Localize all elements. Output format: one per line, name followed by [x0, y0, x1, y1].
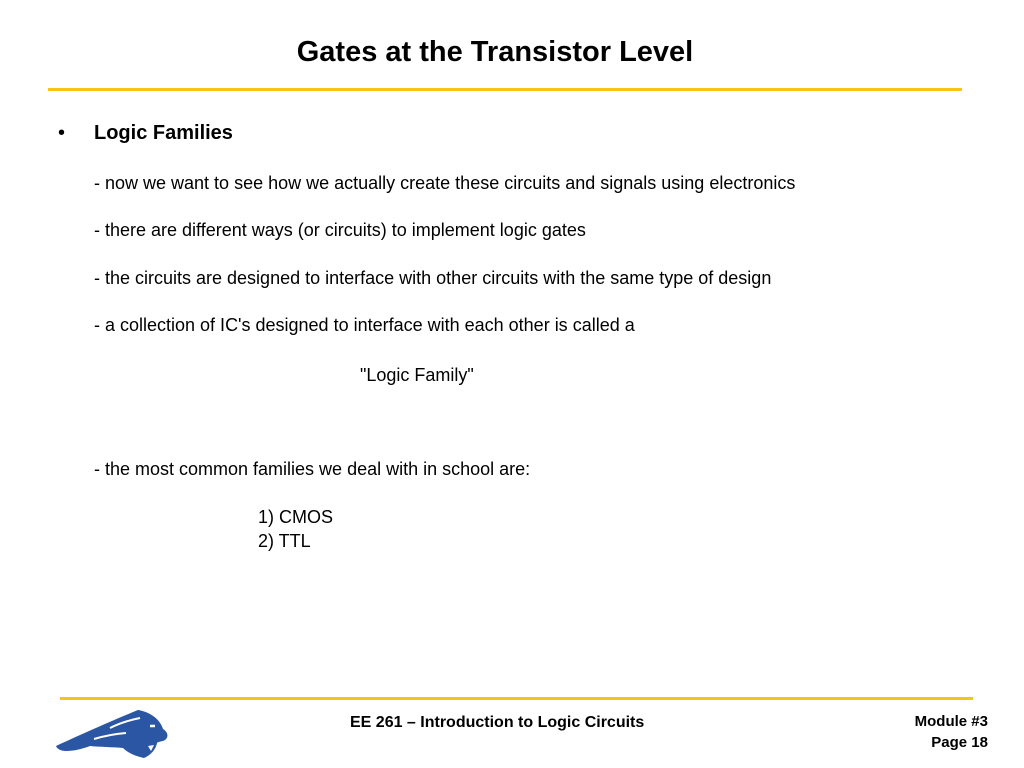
body-line: - the most common families we deal with in school are: — [94, 459, 531, 479]
bobcat-logo-icon — [52, 706, 170, 760]
body-line: - the circuits are designed to interface with other circuits with the same type of design — [94, 268, 772, 288]
bullet-marker: • — [58, 122, 66, 144]
bottom-divider — [60, 697, 973, 700]
body-line: - a collection of IC's designed to interface with each other is called a — [94, 315, 635, 335]
list-item-cmos: 1) CMOS — [258, 507, 334, 527]
module-info — [915, 711, 988, 753]
body-line: - there are different ways (or circuits) to implement logic gates — [94, 220, 586, 240]
module-number: Module #3 — [914, 713, 988, 730]
top-divider — [48, 88, 962, 91]
body-line: - now we want to see how we actually create these circuits and signals using electronics — [94, 173, 796, 193]
page-number: Page 18 — [931, 734, 988, 751]
logic-family-term: "Logic Family" — [360, 365, 474, 385]
slide-title: Gates at the Transistor Level — [296, 36, 694, 68]
section-heading: Logic Families — [94, 122, 233, 144]
list-item-ttl: 2) TTL — [258, 531, 311, 551]
course-name: EE 261 – Introduction to Logic Circuits — [350, 714, 645, 731]
